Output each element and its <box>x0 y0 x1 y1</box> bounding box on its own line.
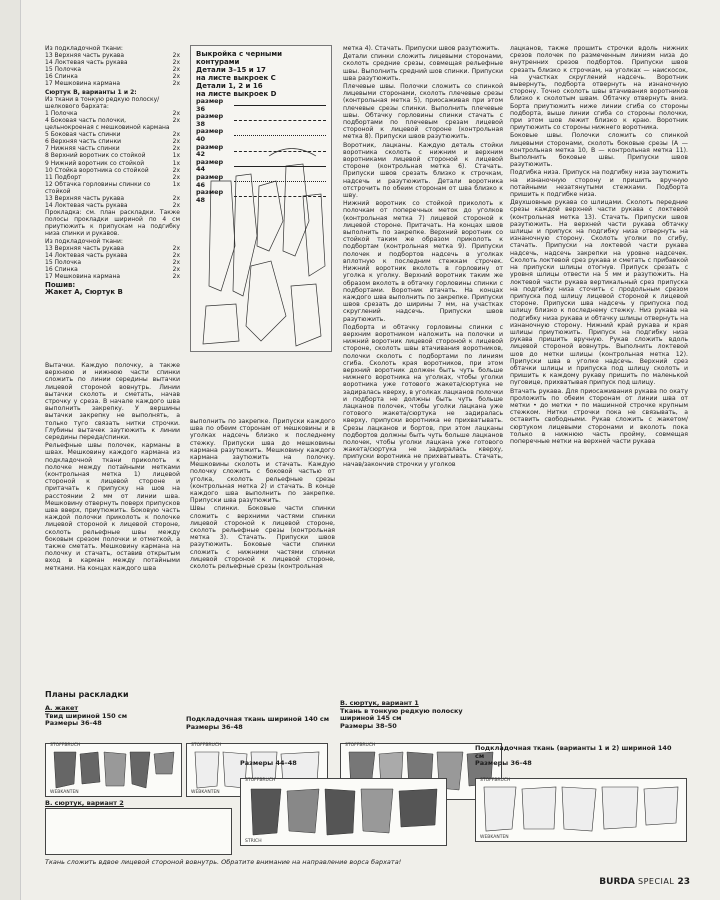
plan-b2b-caption <box>240 760 297 768</box>
piece-name: 6 Верхняя часть спинки <box>45 138 121 146</box>
variant-header: Сюртук В, варианты 1 и 2: <box>45 88 137 96</box>
plan-b-lining-sizes: Размеры 36–48 <box>475 759 532 767</box>
size-line <box>196 128 326 143</box>
plan-lining-title: Подкладочная ткань шириной 140 см <box>186 715 330 723</box>
piece-count: 1x <box>172 159 180 167</box>
piece-count: 2x <box>172 138 180 146</box>
size-line <box>196 189 326 204</box>
legend-line-2: на листе выкроек С <box>196 74 276 82</box>
instructions-column-4 <box>510 45 688 446</box>
piece-name: 14 Локтевая часть рукава <box>45 251 128 259</box>
plan-b2-title: В. сюртук, вариант 2 <box>45 799 124 807</box>
plan-b1-sizes: Размеры 38–50 <box>340 721 397 730</box>
strich-label: STRICH <box>245 839 262 844</box>
brand-footer <box>599 877 690 887</box>
piece-count: 2x <box>172 80 180 88</box>
paragraph: Боковые швы. Полочки сложить со спинкой лицевыми сторонами, сколоть боковые срезы (А — контрольная метка 10, В — контрольная метка 11). Выполнить боковые швы. Припуски швов разутюжить. <box>510 132 688 169</box>
sewing-subheading: Жакет А, Сюртук В <box>45 288 123 297</box>
paragraph: метка 4). Стачать. Припуски швов разутюжить. <box>343 45 500 52</box>
piece-name: 14 Локтевая часть рукава <box>45 202 128 210</box>
cutting-row <box>45 259 180 266</box>
paragraph: Швы спинки. Боковые части спинки сложить с верхними частями спинки лицевой стороной к лицевой стороне, сколоть рельефные срезы (контрольная метка 3). Стачать. Припуски швов разутюжить. Боковые части спинки сложить с нижними частями спинки лицевой стороной к лицевой стороне, сколоть рельефные срезы (контрольная <box>190 505 335 571</box>
cutting-row <box>45 145 180 152</box>
size-line <box>196 98 326 113</box>
piece-count: 2x <box>172 273 180 280</box>
layout-diagram-a <box>45 743 182 797</box>
lining-header: Из подкладочной ткани: <box>45 45 123 52</box>
cutting-row <box>45 273 180 280</box>
paragraph: Вытачки. Каждую полочку, а также верхнюю и нижнюю части спинки сложить по линии середины вытачки лицевой стороной вовнутрь. Линии вытачки сколоть и сметать, начав строчку у среза. В начале каждого шва выполнить закрепку. У вершины вытачки закрепку не выполнять, а только туго связать нитки строчки. Глубины вытачек заутюжить к линии середины переда/спинки. <box>45 362 180 442</box>
plan-b-lining-title: Подкладочная ткань (варианты 1 и 2) шириной 140 см <box>475 744 672 760</box>
paragraph: Детали спинки сложить лицевыми сторонами, сколоть средние срезы, совмещая рельефные швы. Выполнить средний шов спинки. Припуски шва разутюжить. <box>343 53 503 82</box>
layout-diagram-b2 <box>45 808 232 855</box>
fold-label: STOFFBRUCH <box>191 743 222 748</box>
size-line-style <box>234 166 326 167</box>
piece-count: 2x <box>172 244 180 252</box>
plan-lining-sizes: Размеры 36–48 <box>186 722 243 731</box>
lining-rows-2 <box>45 245 180 280</box>
size-label: размер 42 <box>196 142 224 159</box>
piece-name: 9 Нижний воротник со стойкой <box>45 159 145 167</box>
cutting-row <box>45 266 180 273</box>
piece-count: 2x <box>172 265 180 273</box>
piece-name: 8 Верхний воротник со стойкой <box>45 152 146 160</box>
piece-name: 17 Мешковина кармана <box>45 80 121 88</box>
legend-title: Выкройка с черными контурами <box>196 50 282 66</box>
cutting-list <box>45 45 180 296</box>
piece-count: 2x <box>172 258 180 266</box>
instructions-column-2 <box>190 418 335 571</box>
piece-name: 15 Полочка <box>45 66 82 74</box>
cutting-row <box>45 181 180 195</box>
cutting-row <box>45 110 180 117</box>
plan-b-lining-caption <box>475 745 675 768</box>
size-line-style <box>234 120 326 121</box>
cutting-row <box>45 66 180 73</box>
cutting-row <box>45 117 180 131</box>
size-line-style <box>234 151 326 152</box>
cutting-row <box>45 252 180 259</box>
cutting-row <box>45 195 180 202</box>
layout-plans-title: Планы раскладки <box>45 690 129 699</box>
paragraph: Нижний воротник со стойкой приколоть к полочкам от поперечных меток до уголков (контрольная метка 7) лицевой стороной к лицевой стороне. Притачать. На концах швов выполнить по закрепке. Верхний воротник со стойкой таким же образом приколоть к подбортам (контрольная метка 9). Припуски полочек и подбортов надсечь в уголках вплотную к последним стежкам строчек. Нижний воротник вколоть в горловину от уголка к уголку. Верхний воротник таким же образом вколоть в обтачку горловины спинки с подбортами. Воротник втачать. На концах каждого шва выполнить по закрепке. Припуски швов срезать до ширины 7 мм, на участках скруглений надсечь. Припуски швов разутюжить. <box>343 200 503 323</box>
size-line <box>196 174 326 189</box>
paragraph: Втачать рукава. Для приосаживания рукава по окату проложить по обеим сторонам от линии шва от метки • до метки • по машинной строчке крупным стежком. Нитки строчки пока не связывать, а оставить свободными. Рукав сложить с жакетом/сюртуком лицевыми сторонами и вколоть пока только в нижнюю часть пройму, совмещая поперечные метки на верхней части рукава <box>510 387 688 445</box>
piece-count: 1x <box>172 152 180 160</box>
piece-count: 2x <box>172 109 180 117</box>
brand-special: SPECIAL <box>637 877 675 886</box>
cutting-row <box>45 245 180 252</box>
size-line <box>196 144 326 159</box>
piece-count: 2x <box>172 166 180 174</box>
plan-b2b-sizes: Размеры 44–48 <box>240 759 297 767</box>
piece-count: 2x <box>172 202 180 210</box>
size-line <box>196 159 326 174</box>
cutting-row <box>45 52 180 59</box>
legend-line-1: Детали 3–15 и 17 <box>196 66 266 74</box>
piece-name: 17 Мешковина кармана <box>45 273 121 280</box>
plan-b1-caption <box>340 700 490 730</box>
pattern-legend <box>196 50 326 204</box>
paragraph: Подгибка низа. Припуск на подгибку низа заутюжить на изнаночную сторону и пришить вручную потайными незатянутыми стежками. Подборта пришить к подгибке низа. <box>510 169 688 199</box>
size-label: размер 36 <box>196 97 224 113</box>
paragraph: Двухшовные рукава со шлицами. Сколоть передние срезы каждой верхней части рукава с локтевой (контрольная метка 13). Стачать. Припуски швов разутюжить. На верхней части рукава обтачку шлицы и припуск на подгибку низа отвернуть на изнаночную сторону. Сколоть уголки по сгибу, стачать. Припуски на локтевой части рукава надсечь, надсечь закрепки на уровне надсечек. Сколоть локтевой срез рукава и сметать с прибавкой на припуски шлицы отогнув. Припуск срезать с уровня шлицы отвести на 5 мм и разутюжить. На локтевой части рукава вертикальный срез припуска на подгибку низа сточить с продольным срезом припуска под шлицу лицевой стороной к лицевой стороне. Припуски шва надсечь у припуска под шлицу близко к последнему стежку. Низ рукава на подгибку низа рукава и обтачку шлицы отвернуть на изнаночную сторону. Нижний край рукава и края шлицы приутюжить. Припуск на подгибку низа рукава пришить вручную. Рукав сложить вдоль лицевой стороной вовнутрь. Выполнить локтевой шов до метки шлицы (контрольная метка 12). Припуски шва в уголке надсечь. Верхний срез обтачки шлицы и припуска под шлицу сколоть и пришить к каждому рукаву пришить по маленькой пуговице, прихватывая припуск под шлицу. <box>510 199 688 387</box>
piece-count: 2x <box>172 251 180 259</box>
piece-count: 2x <box>172 194 180 202</box>
piece-count: 2x <box>172 73 180 81</box>
size-label: размер 40 <box>196 127 224 143</box>
piece-name: 12 Обтачка горловины спинки со стойкой <box>45 180 151 195</box>
fabric-rows <box>45 110 180 209</box>
instructions-column-1 <box>45 362 180 573</box>
piece-count: 2x <box>172 59 180 67</box>
interfacing-note: Прокладка: см. план раскладки. Также полосы прокладки шириной по 4 см приутюжить к припускам на подгибку низа спинки и рукавов. <box>45 209 180 238</box>
size-line <box>196 113 326 128</box>
brand-name: BURDA <box>599 877 635 887</box>
size-legend <box>196 98 326 204</box>
paragraph: выполнить по закрепке. Припуски каждого шва по обеим сторонам от мешковины и в уголках надсечь близко к последнему стежку. Припуски шва до мешковины кармана разутюжить. Мешковину каждого кармана заутюжить на полочку. Мешковины сколоть и стачать. Каждую полочку сложить с боковой частью от уголка, сколоть рельефные срезы (контрольная метка 2) и стачать. В конце каждого шва выполнить по закрепке. Припуски шва разутюжить. <box>190 418 335 505</box>
fold-label: STOFFBRUCH <box>345 743 376 748</box>
size-label: размер 46 <box>196 172 224 189</box>
size-line-style <box>234 196 326 197</box>
cutting-row <box>45 167 180 174</box>
piece-count: 2x <box>172 52 180 60</box>
piece-name: 15 Полочка <box>45 258 82 266</box>
size-line-style <box>234 105 326 106</box>
piece-name: 10 Стойка воротника со стойкой <box>45 166 149 174</box>
paragraph: Воротник, лацканы. Каждую деталь стойки воротника сколоть с нижним и верхним воротниками лицевой стороной к лицевой стороне (контрольная метка 6). Стачать. Припуски швов срезать близко к строчкам, надсечь и разутюжить. Детали воротника отстрочить по обеим сторонам от шва близко к шву. <box>343 141 503 200</box>
sewing-heading: Пошив: <box>45 281 76 290</box>
variant-fabric-header: Из ткани в тонкую редкую полоску/шелкового бархата: <box>45 95 160 110</box>
plan-a-sizes: Размеры 36–48 <box>45 719 102 727</box>
piece-count: 1x <box>172 180 180 188</box>
piece-name: 16 Спинка <box>45 265 78 273</box>
piece-count: 2x <box>172 131 180 139</box>
paragraph: Подборта и обтачку горловины спинки с верхним воротником наложить на полочки и нижний воротник лицевой стороной к лицевой стороне, сколоть швы втачивания воротников, полочки сколоть с подбортами по линиям сгиба. Сколоть края воротников, при этом верхний воротник должен быть чуть больше нижнего воротника на уголках, чтобы уголки воротника уже готового жакета/сюртука не задиралась кверху, в уголках лацканов полочки и подборта не должны быть чуть больше лацканов полочек, чтобы уголки лацкана уже готового жакета/сюртука не задиралась кверху, припуски воротника не прихватывать. Срезы лацканов и бортов, при этом лацканы подбортов должны быть чуть больше лацканов полочек, чтобы уголки лацкана уже готового жакета/сюртука не задиралась кверху, припуски воротника не прихватывать. Стачать, начав/закончив строчки у уголков <box>343 323 503 468</box>
piece-name: 16 Спинка <box>45 73 78 81</box>
layout-diagram-b-lining <box>475 778 687 842</box>
selvage-label: WEBKANTEN <box>50 790 79 795</box>
page-number: 23 <box>677 877 690 887</box>
legend-line-3: Детали 1, 2 и 16 <box>196 82 263 90</box>
cutting-row <box>45 80 180 87</box>
cutting-row <box>45 138 180 145</box>
plan-b1-fabric: Ткань в тонкую редкую полоску шириной 145 см <box>340 706 463 722</box>
plan-a-caption <box>45 705 127 728</box>
piece-name: 5 Боковая часть спинки <box>45 131 121 139</box>
size-label: размер 38 <box>196 112 224 128</box>
plan-lining-caption <box>186 716 329 731</box>
piece-name: 1 Полочка <box>45 109 78 117</box>
paragraph: Плечевые швы. Полочки сложить со спинкой лицевыми сторонами, сколоть плечевые срезы (контрольная метка 5), приосаживая при этом плечевые срезы спинки. Выполнить плечевые швы. Обтачку горловины спинки стачать с подбортами по плечевым срезам лицевой стороной к лицевой стороне (контрольная метка 8). Припуски швов разутюжить. <box>343 83 503 141</box>
lining-header-2: Из подкладочной ткани: <box>45 237 123 245</box>
cutting-row <box>45 131 180 138</box>
size-label: размер 44 <box>196 157 224 174</box>
piece-count: 2x <box>172 66 180 74</box>
piece-name: 13 Верхняя часть рукава <box>45 194 125 202</box>
cutting-row <box>45 174 180 181</box>
cutting-row <box>45 152 180 159</box>
piece-name: 13 Верхняя часть рукава <box>45 52 125 60</box>
lining-rows <box>45 52 180 87</box>
size-line-style <box>234 181 326 182</box>
layout-diagram-b2b <box>240 778 447 846</box>
plan-b1-title: В. сюртук, вариант 1 <box>340 699 419 707</box>
previous-page-edge <box>0 0 21 900</box>
size-line-style <box>234 135 326 136</box>
piece-name: 7 Нижняя часть спинки <box>45 145 120 153</box>
paragraph: лацканов, также прошить строчки вдоль нижних срезов полочек по размеченным линиям низа до внутренних срезов подбортов. Припуски швов срезать близко к строчкам, на уголках — наискосок, на участках скруглений надсечь. Воротник вывернуть, подборта отвернуть на изнаночную сторону. Точно сколоть швы втачивания воротников близко к сколотым швам. Обтачку отвернуть вниз. Борта приутюжить ниже линии сгиба со стороны подборта, выше линии сгиба со стороны полочки, при этом шов лежит близко к краю. Воротник приутюжить со стороны нижнего воротника. <box>510 45 688 132</box>
cutting-row <box>45 59 180 66</box>
instructions-column-3 <box>343 45 503 469</box>
fold-label: STOFFBRUCH <box>245 778 276 783</box>
cutting-row <box>45 202 180 209</box>
piece-count: 2x <box>172 173 180 181</box>
selvage-label: WEBKANTEN <box>480 835 509 840</box>
cutting-row <box>45 73 180 80</box>
paragraph: Рельефные швы полочек, карманы в швах. Мешковину каждого кармана из подкладочной ткани приколоть к полочке между потайными метками (контрольная метка 1) лицевой стороной к лицевой стороне и притачать к припуску на шов на расстоянии 2 мм от линии шва. Мешковину отвернуть поверх припусков шва вверх, приутюжить. Боковую часть каждой полочки приколоть к полочке лицевой стороной к лицевой стороне, сколоть рельефные швы между боковым срезом полочки и отметкой, а также сметать. Мешковину кармана на полочку и стачать, оставив открытым вход в карман между потайными метками. На концах каждого шва <box>45 442 180 572</box>
plan-a-title: А. жакет <box>45 704 79 712</box>
selvage-label: WEBKANTEN <box>191 790 220 795</box>
piece-count: 2x <box>172 116 180 124</box>
fold-label: STOFFBRUCH <box>50 743 81 748</box>
footer-note: Ткань сложить вдвое лицевой стороной вовнутрь. Обратите внимание на направление ворса бархата! <box>45 858 402 866</box>
fold-label: STOFFBRUCH <box>480 778 511 783</box>
plan-a-fabric: Твид шириной 150 см <box>45 711 128 720</box>
piece-name: 14 Локтевая часть рукава <box>45 59 128 67</box>
piece-name: 4 Боковая часть полочки, цельнокроеная с мешковиной кармана <box>45 116 170 132</box>
legend-line-4: на листе выкроек D <box>196 90 277 98</box>
size-label: размер 48 <box>196 188 224 204</box>
piece-count: 2x <box>172 145 180 153</box>
piece-name: 13 Верхняя часть рукава <box>45 244 125 252</box>
cutting-row <box>45 160 180 167</box>
piece-name: 11 Подборт <box>45 173 82 181</box>
